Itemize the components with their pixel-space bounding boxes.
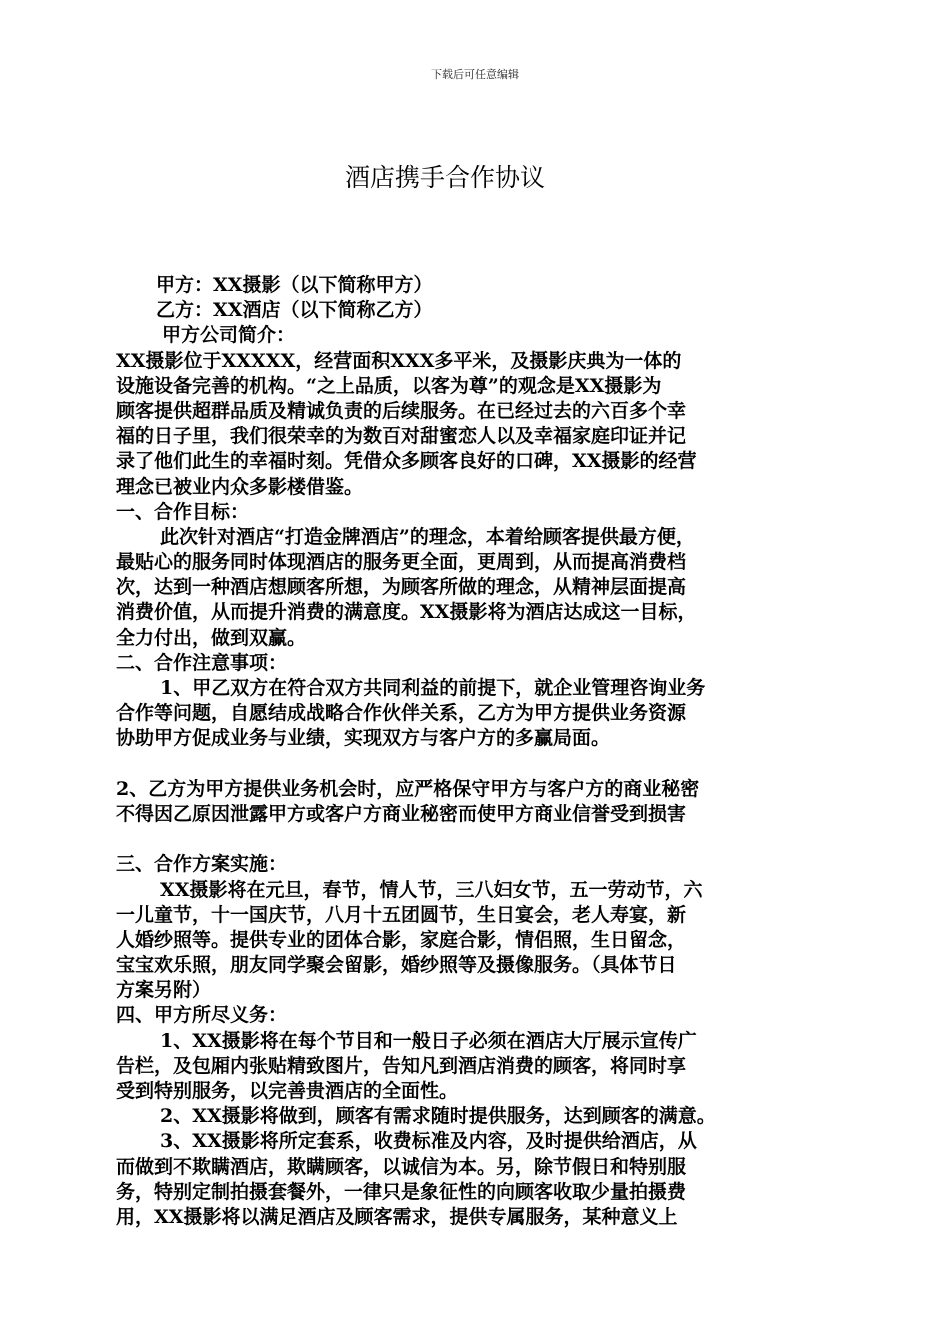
paragraph-line: 此次针对酒店“打造金牌酒店”的理念，本着给顾客提供最方便， [160, 525, 695, 548]
paragraph-line: 录了他们此生的幸福时刻。凭借众多顾客良好的口碑，XX摄影的经营 [116, 450, 697, 473]
paragraph-line: XX摄影将在元旦，春节，情人节，三八妇女节，五一劳动节，六 [160, 878, 703, 901]
paragraph-line: 3、XX摄影将所定套系，收费标准及内容，及时提供给酒店，从 [160, 1130, 697, 1153]
section-heading-plan: 三、合作方案实施： [116, 853, 288, 876]
paragraph-line: 不得因乙原因泄露甲方或客户方商业秘密而使甲方商业信誉受到损害 [116, 802, 687, 825]
paragraph-line: 人婚纱照等。提供专业的团体合影，家庭合影，情侣照，生日留念， [116, 928, 687, 951]
paragraph-line: 次，达到一种酒店想顾客所想，为顾客所做的理念，从精神层面提高 [116, 576, 687, 599]
paragraph-line: 2、XX摄影将做到，顾客有需求随时提供服务，达到顾客的满意。 [160, 1105, 716, 1128]
paragraph-line: 1、甲乙双方在符合双方共同利益的前提下，就企业管理咨询业务 [160, 677, 706, 699]
intro-paragraph [116, 349, 816, 500]
paragraph-line: 方案另附） [116, 979, 212, 1002]
section-heading-obligations: 四、甲方所尽义务： [116, 1004, 288, 1027]
paragraph-line: 用，XX摄影将以满足酒店及顾客需求，提供专属服务，某种意义上 [116, 1205, 678, 1228]
paragraph-line: XX摄影位于XXXXX，经营面积XXX多平米，及摄影庆典为一体的 [116, 349, 682, 372]
paragraph-line: 协助甲方促成业务与业绩，实现双方与客户方的多赢局面。 [116, 727, 611, 750]
paragraph-line: 一儿童节，十一国庆节，八月十五团圆节，生日宴会，老人寿宴，新 [116, 903, 687, 926]
paragraph-line: 受到特别服务，以完善贵酒店的全面性。 [116, 1080, 459, 1102]
paragraph-line: 告栏，及包厢内张贴精致图片，告知凡到酒店消费的顾客，将同时享 [116, 1054, 687, 1077]
notes-item-2 [116, 777, 816, 827]
party-b-line: 乙方：XX酒店（以下简称乙方） [156, 299, 433, 322]
paragraph-line: 宝宝欢乐照，朋友同学聚会留影，婚纱照等及摄像服务。（具体节日 [116, 954, 677, 977]
paragraph-line: 顾客提供超群品质及精诚负责的后续服务。在已经过去的六百多个幸 [116, 399, 687, 422]
paragraph-line: 而做到不欺瞒酒店，欺瞒顾客，以诚信为本。另，除节假日和特别服 [116, 1155, 687, 1178]
plan-paragraph [116, 878, 816, 1004]
paragraph-line: 福的日子里，我们很荣幸的为数百对甜蜜恋人以及幸福家庭印证并记 [116, 425, 687, 448]
document-body [116, 273, 816, 1230]
paragraph-line: 务，特别定制拍摄套餐外，一律只是象征性的向顾客收取少量拍摄费 [116, 1180, 687, 1203]
party-a-line: 甲方：XX摄影（以下简称甲方） [156, 274, 433, 296]
paragraph-line: 最贴心的服务同时体现酒店的服务更全面，更周到，从而提高消费档 [116, 551, 687, 574]
blank-line [116, 752, 816, 777]
paragraph-line: 设施设备完善的机构。“之上品质，以客为尊”的观念是XX摄影为 [116, 374, 662, 397]
section-heading-notes: 二、合作注意事项： [116, 651, 288, 674]
paragraph-line: 消费价值，从而提升消费的满意度。XX摄影将为酒店达成这一目标， [116, 601, 697, 624]
paragraph-line: 理念已被业内众多影楼借鉴。 [116, 475, 364, 498]
obligations-item-1 [116, 1029, 816, 1105]
intro-heading: 甲方公司简介： [162, 324, 296, 347]
paragraph-line: 1、XX摄影将在每个节目和一般日子必须在酒店大厅展示宣传广 [160, 1029, 697, 1052]
obligations-item-3 [116, 1129, 816, 1230]
header-note: 下载后可任意编辑 [431, 68, 519, 81]
blank-line [116, 827, 816, 852]
goal-paragraph [116, 525, 816, 651]
section-heading-goal: 一、合作目标： [116, 500, 250, 523]
obligations-item-2 [116, 1104, 816, 1129]
notes-item-1 [116, 676, 816, 752]
paragraph-line: 全力付出，做到双赢。 [116, 626, 307, 649]
document-title: 酒店携手合作协议 [344, 163, 545, 192]
paragraph-line: 2、乙方为甲方提供业务机会时，应严格保守甲方与客户方的商业秘密 [116, 777, 700, 800]
paragraph-line: 合作等问题，自愿结成战略合作伙伴关系，乙方为甲方提供业务资源 [116, 702, 687, 725]
